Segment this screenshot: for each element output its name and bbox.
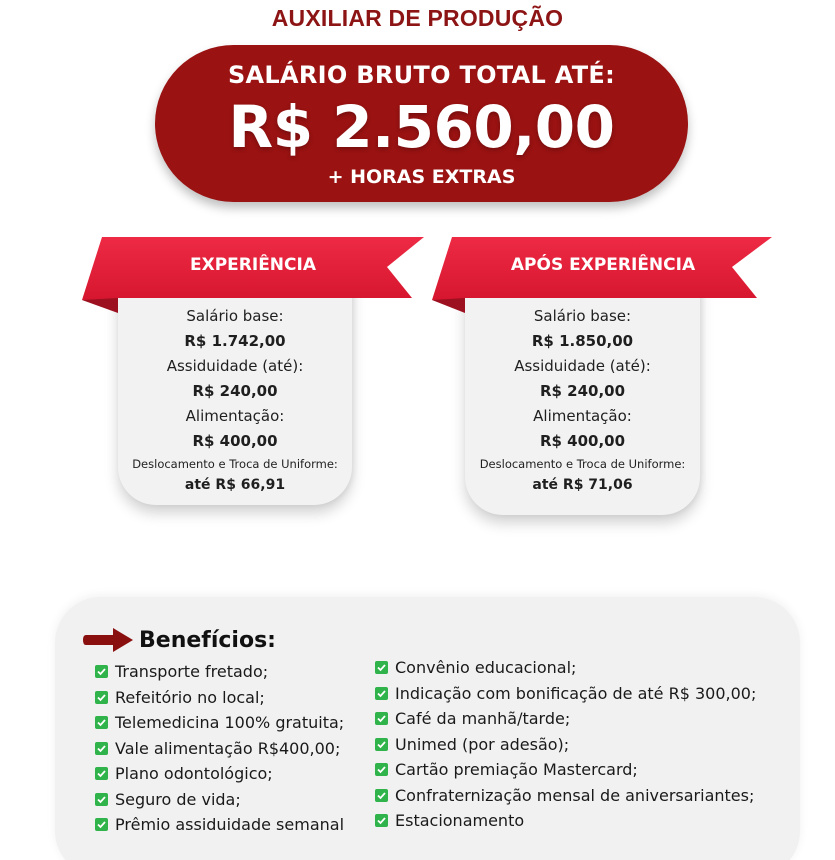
benefit-item: Unimed (por adesão);	[375, 732, 756, 758]
checkbox-checked-icon	[95, 767, 108, 780]
checkbox-checked-icon	[375, 738, 388, 751]
benefit-item: Indicação com bonificação de até R$ 300,00;	[375, 681, 756, 707]
card-value: R$ 400,00	[192, 432, 278, 450]
benefit-item: Plano odontológico;	[95, 761, 344, 787]
experience-ribbon	[82, 234, 424, 314]
card-line: Alimentação:	[185, 407, 285, 425]
benefits-list-right	[375, 655, 756, 834]
card-value: R$ 240,00	[539, 382, 626, 400]
card-line: Assiduidade (até):	[166, 357, 304, 375]
checkbox-checked-icon	[375, 687, 388, 700]
checkbox-checked-icon	[375, 789, 388, 802]
checkbox-checked-icon	[375, 763, 388, 776]
salary-extra-note: + HORAS EXTRAS	[327, 166, 516, 188]
benefit-item: Vale alimentação R$400,00;	[95, 736, 344, 762]
ribbon-label: APÓS EXPERIÊNCIA	[510, 255, 696, 275]
checkbox-checked-icon	[95, 665, 108, 678]
ribbon-label: EXPERIÊNCIA	[189, 255, 316, 275]
checkbox-checked-icon	[375, 712, 388, 725]
card-line: Deslocamento e Troca de Uniforme:	[479, 457, 686, 471]
benefits-heading	[83, 625, 276, 655]
salary-total-banner	[155, 45, 688, 202]
benefit-item: Refeitório no local;	[95, 685, 344, 711]
salary-subtitle: SALÁRIO BRUTO TOTAL ATÉ:	[227, 61, 616, 89]
checkbox-checked-icon	[95, 716, 108, 729]
card-line: Deslocamento e Troca de Uniforme:	[132, 457, 338, 471]
benefit-item: Convênio educacional;	[375, 655, 756, 681]
benefit-item: Café da manhã/tarde;	[375, 706, 756, 732]
card-line: Salário base:	[533, 307, 632, 325]
after-experience-ribbon	[432, 234, 774, 314]
card-value: R$ 400,00	[539, 432, 626, 450]
benefit-item: Transporte fretado;	[95, 659, 344, 685]
card-line: Assiduidade (até):	[514, 357, 651, 375]
card-line: Salário base:	[186, 307, 284, 325]
checkbox-checked-icon	[95, 742, 108, 755]
card-value: até R$ 71,06	[532, 477, 633, 493]
card-value: R$ 1.742,00	[184, 332, 286, 350]
benefit-item: Telemedicina 100% gratuita;	[95, 710, 344, 736]
benefit-item: Cartão premiação Mastercard;	[375, 757, 756, 783]
benefits-title: Benefícios:	[139, 627, 276, 653]
checkbox-checked-icon	[95, 793, 108, 806]
card-line: Alimentação:	[533, 407, 632, 425]
page-title: AUXILIAR DE PRODUÇÃO	[271, 5, 564, 31]
checkbox-checked-icon	[95, 691, 108, 704]
benefit-item: Prêmio assiduidade semanal	[95, 812, 344, 838]
arrow-right-icon	[83, 627, 135, 653]
checkbox-checked-icon	[375, 814, 388, 827]
benefit-item: Confraternização mensal de aniversariantes;	[375, 783, 756, 809]
card-value: R$ 1.850,00	[531, 332, 634, 350]
card-value: até R$ 66,91	[184, 477, 286, 493]
checkbox-checked-icon	[375, 661, 388, 674]
checkbox-checked-icon	[95, 818, 108, 831]
benefit-item: Seguro de vida;	[95, 787, 344, 813]
benefits-panel	[55, 597, 800, 860]
benefit-item: Estacionamento	[375, 808, 756, 834]
card-value: R$ 240,00	[192, 382, 278, 400]
benefits-list-left	[95, 659, 344, 838]
salary-amount: R$ 2.560,00	[228, 93, 615, 161]
